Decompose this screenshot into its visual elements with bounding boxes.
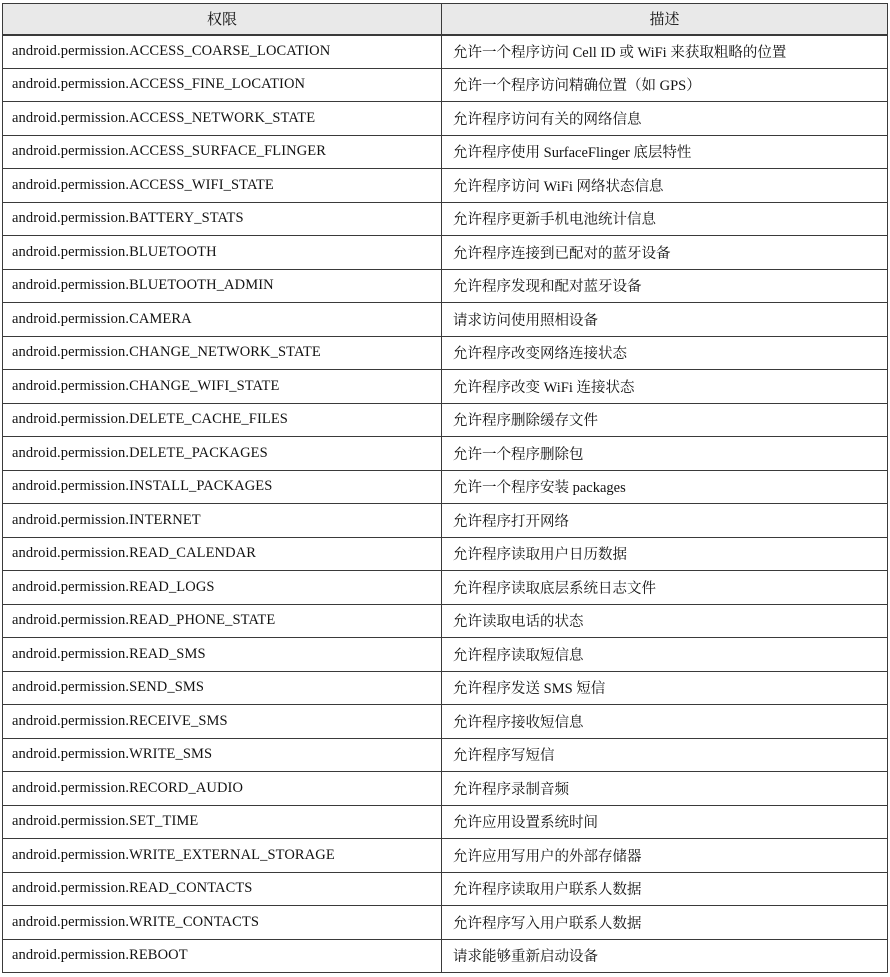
permission-description-cell: 允许程序更新手机电池统计信息 xyxy=(442,202,888,236)
permission-name-cell: android.permission.ACCESS_NETWORK_STATE xyxy=(3,102,442,136)
table-row xyxy=(3,269,888,303)
permission-description-cell: 允许程序读取短信息 xyxy=(442,638,888,672)
permission-description-cell: 允许程序连接到已配对的蓝牙设备 xyxy=(442,236,888,270)
permission-description-cell: 请求访问使用照相设备 xyxy=(442,303,888,337)
permission-description-cell: 请求能够重新启动设备 xyxy=(442,939,888,973)
table-body xyxy=(3,35,888,973)
table-row xyxy=(3,169,888,203)
table-row xyxy=(3,939,888,973)
table-row xyxy=(3,135,888,169)
permission-name-cell: android.permission.ACCESS_COARSE_LOCATION xyxy=(3,35,442,69)
permission-name-cell: android.permission.CHANGE_WIFI_STATE xyxy=(3,370,442,404)
permission-description-cell: 允许程序发送 SMS 短信 xyxy=(442,671,888,705)
permission-name-cell: android.permission.SEND_SMS xyxy=(3,671,442,705)
table-row xyxy=(3,403,888,437)
permission-name-cell: android.permission.INTERNET xyxy=(3,504,442,538)
permission-name-cell: android.permission.SET_TIME xyxy=(3,805,442,839)
permission-name-cell: android.permission.RECORD_AUDIO xyxy=(3,772,442,806)
table-row xyxy=(3,805,888,839)
permission-name-cell: android.permission.ACCESS_WIFI_STATE xyxy=(3,169,442,203)
permission-description-cell: 允许一个程序访问 Cell ID 或 WiFi 来获取粗略的位置 xyxy=(442,35,888,69)
table-row xyxy=(3,236,888,270)
header-description: 描述 xyxy=(442,4,888,35)
table-row xyxy=(3,537,888,571)
permission-name-cell: android.permission.CHANGE_NETWORK_STATE xyxy=(3,336,442,370)
permission-description-cell: 允许程序读取用户日历数据 xyxy=(442,537,888,571)
table-row xyxy=(3,303,888,337)
permission-name-cell: android.permission.BATTERY_STATS xyxy=(3,202,442,236)
table-row xyxy=(3,738,888,772)
permission-name-cell: android.permission.DELETE_PACKAGES xyxy=(3,437,442,471)
table-row xyxy=(3,202,888,236)
permission-description-cell: 允许程序改变网络连接状态 xyxy=(442,336,888,370)
table-row xyxy=(3,638,888,672)
table-row xyxy=(3,705,888,739)
permissions-table xyxy=(2,3,888,973)
permission-name-cell: android.permission.ACCESS_FINE_LOCATION xyxy=(3,68,442,102)
table-row xyxy=(3,772,888,806)
table-row xyxy=(3,604,888,638)
permission-description-cell: 允许一个程序安装 packages xyxy=(442,470,888,504)
permission-name-cell: android.permission.REBOOT xyxy=(3,939,442,973)
permission-name-cell: android.permission.RECEIVE_SMS xyxy=(3,705,442,739)
table-row xyxy=(3,470,888,504)
permission-name-cell: android.permission.DELETE_CACHE_FILES xyxy=(3,403,442,437)
table-row xyxy=(3,906,888,940)
header-permission: 权限 xyxy=(3,4,442,35)
permission-description-cell: 允许程序写入用户联系人数据 xyxy=(442,906,888,940)
table-row xyxy=(3,671,888,705)
permission-name-cell: android.permission.WRITE_CONTACTS xyxy=(3,906,442,940)
permission-name-cell: android.permission.READ_SMS xyxy=(3,638,442,672)
permission-description-cell: 允许程序接收短信息 xyxy=(442,705,888,739)
table-row xyxy=(3,504,888,538)
header-row xyxy=(3,4,888,35)
permission-description-cell: 允许一个程序删除包 xyxy=(442,437,888,471)
permission-description-cell: 允许程序打开网络 xyxy=(442,504,888,538)
permission-description-cell: 允许程序访问有关的网络信息 xyxy=(442,102,888,136)
permission-name-cell: android.permission.READ_CALENDAR xyxy=(3,537,442,571)
permission-name-cell: android.permission.READ_PHONE_STATE xyxy=(3,604,442,638)
permission-description-cell: 允许应用设置系统时间 xyxy=(442,805,888,839)
permission-description-cell: 允许程序录制音频 xyxy=(442,772,888,806)
permission-description-cell: 允许程序改变 WiFi 连接状态 xyxy=(442,370,888,404)
table-header xyxy=(3,4,888,35)
table-row xyxy=(3,872,888,906)
table-row xyxy=(3,839,888,873)
permission-description-cell: 允许程序读取用户联系人数据 xyxy=(442,872,888,906)
permission-name-cell: android.permission.WRITE_EXTERNAL_STORAGE xyxy=(3,839,442,873)
permission-description-cell: 允许程序删除缓存文件 xyxy=(442,403,888,437)
table-row xyxy=(3,571,888,605)
permission-name-cell: android.permission.READ_LOGS xyxy=(3,571,442,605)
permission-description-cell: 允许应用写用户的外部存储器 xyxy=(442,839,888,873)
permission-name-cell: android.permission.WRITE_SMS xyxy=(3,738,442,772)
table-row xyxy=(3,370,888,404)
permission-description-cell: 允许程序访问 WiFi 网络状态信息 xyxy=(442,169,888,203)
permission-name-cell: android.permission.BLUETOOTH xyxy=(3,236,442,270)
permission-description-cell: 允许读取电话的状态 xyxy=(442,604,888,638)
table-row xyxy=(3,35,888,69)
permission-name-cell: android.permission.READ_CONTACTS xyxy=(3,872,442,906)
permission-name-cell: android.permission.ACCESS_SURFACE_FLINGER xyxy=(3,135,442,169)
permissions-table-container xyxy=(2,3,887,973)
table-row xyxy=(3,102,888,136)
permission-description-cell: 允许程序使用 SurfaceFlinger 底层特性 xyxy=(442,135,888,169)
table-row xyxy=(3,336,888,370)
table-row xyxy=(3,68,888,102)
permission-description-cell: 允许程序发现和配对蓝牙设备 xyxy=(442,269,888,303)
table-row xyxy=(3,437,888,471)
permission-name-cell: android.permission.INSTALL_PACKAGES xyxy=(3,470,442,504)
permission-description-cell: 允许程序写短信 xyxy=(442,738,888,772)
permission-name-cell: android.permission.CAMERA xyxy=(3,303,442,337)
permission-description-cell: 允许程序读取底层系统日志文件 xyxy=(442,571,888,605)
permission-description-cell: 允许一个程序访问精确位置（如 GPS） xyxy=(442,68,888,102)
permission-name-cell: android.permission.BLUETOOTH_ADMIN xyxy=(3,269,442,303)
